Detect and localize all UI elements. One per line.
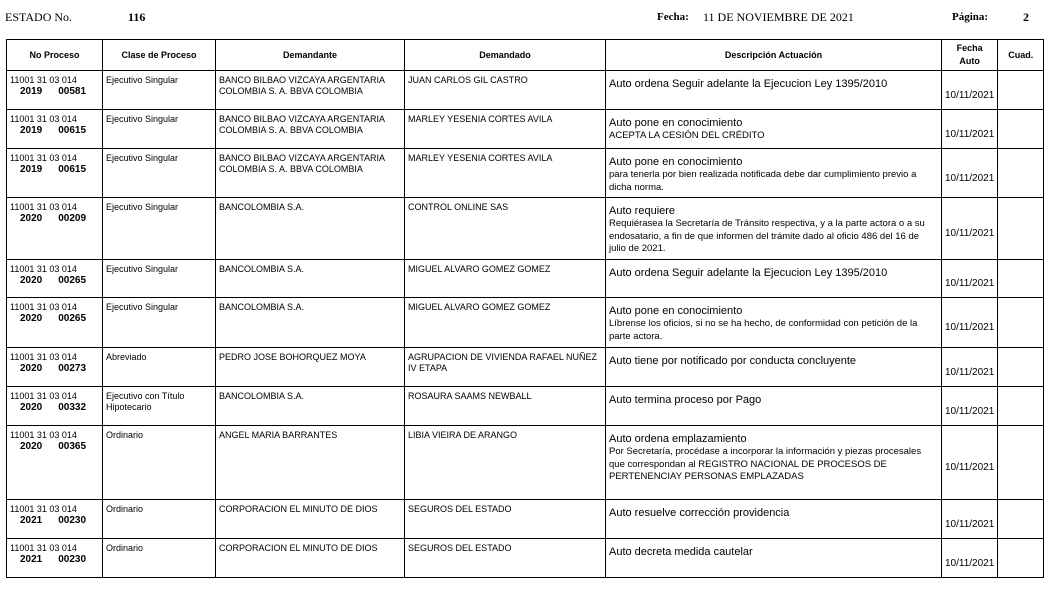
- cell-fecha-auto: 10/11/2021: [942, 298, 998, 348]
- proceso-code: 11001 31 03 014: [10, 202, 77, 212]
- col-header-descripcion: Descripción Actuación: [606, 40, 942, 71]
- cell-fecha-auto: 10/11/2021: [942, 348, 998, 387]
- cell-fecha-auto: 10/11/2021: [942, 71, 998, 110]
- actuacion-title: Auto requiere: [609, 205, 676, 217]
- fecha-value: 11 DE NOVIEMBRE DE 2021: [703, 10, 854, 24]
- proceso-year: 2019: [20, 86, 43, 97]
- proceso-code: 11001 31 03 014: [10, 302, 77, 312]
- cell-demandado: MARLEY YESENIA CORTES AVILA: [405, 149, 606, 198]
- col-header-fecha-auto: Fecha Auto: [942, 40, 998, 71]
- cell-demandante: BANCOLOMBIA S.A.: [216, 387, 405, 426]
- table-row: [7, 110, 1044, 149]
- proceso-year: 2020: [20, 363, 43, 374]
- actuacion-title: Auto ordena Seguir adelante la Ejecucion Ley 1395/2010: [609, 78, 888, 90]
- proceso-number: 00273: [58, 363, 87, 374]
- proceso-code: 11001 31 03 014: [10, 264, 77, 274]
- proceso-number: 00332: [58, 402, 87, 413]
- cell-descripcion: [606, 348, 942, 387]
- actuacion-title: Auto termina proceso por Pago: [609, 394, 762, 406]
- cell-cuad: [998, 260, 1044, 298]
- cell-clase: Ejecutivo con Título Hipotecario: [103, 387, 216, 426]
- cell-demandante: BANCO BILBAO VIZCAYA ARGENTARIA COLOMBIA S. A. BBVA COLOMBIA: [216, 149, 405, 198]
- cell-demandante: BANCOLOMBIA S.A.: [216, 260, 405, 298]
- cell-proceso: [7, 260, 103, 298]
- cell-cuad: [998, 110, 1044, 149]
- proceso-number: 00209: [58, 213, 87, 224]
- cell-clase: Abreviado: [103, 348, 216, 387]
- cell-demandante: CORPORACION EL MINUTO DE DIOS: [216, 500, 405, 539]
- cell-fecha-auto: 10/11/2021: [942, 260, 998, 298]
- proceso-code: 11001 31 03 014: [10, 543, 77, 553]
- cell-fecha-auto: 10/11/2021: [942, 426, 998, 500]
- actuacion-title: Auto pone en conocimiento: [609, 117, 743, 129]
- cell-cuad: [998, 348, 1044, 387]
- cell-descripcion: [606, 387, 942, 426]
- cell-cuad: [998, 426, 1044, 500]
- cell-fecha-auto: 10/11/2021: [942, 110, 998, 149]
- table-row: [7, 198, 1044, 260]
- cell-descripcion: [606, 198, 942, 260]
- actuacion-title: Auto ordena Seguir adelante la Ejecucion Ley 1395/2010: [609, 267, 888, 279]
- actuacion-title: Auto pone en conocimiento: [609, 156, 743, 168]
- cell-proceso: [7, 110, 103, 149]
- table-row: [7, 260, 1044, 298]
- proceso-year: 2021: [20, 554, 43, 565]
- cell-demandado: MIGUEL ALVARO GOMEZ GOMEZ: [405, 298, 606, 348]
- cell-demandante: BANCO BILBAO VIZCAYA ARGENTARIA COLOMBIA S. A. BBVA COLOMBIA: [216, 110, 405, 149]
- actuacion-detail: para tenerla por bien realizada notificada debe dar cumplimiento previo a dicha norma.: [609, 169, 917, 193]
- table-row: [7, 149, 1044, 198]
- pagina-label: Página:: [952, 11, 989, 23]
- cell-cuad: [998, 500, 1044, 539]
- actuacion-title: Auto pone en conocimiento: [609, 305, 743, 317]
- cell-demandado: MARLEY YESENIA CORTES AVILA: [405, 110, 606, 149]
- cell-demandado: AGRUPACION DE VIVIENDA RAFAEL NUÑEZ IV ETAPA: [405, 348, 606, 387]
- cell-demandado: SEGUROS DEL ESTADO: [405, 500, 606, 539]
- cell-descripcion: [606, 110, 942, 149]
- cell-clase: Ejecutivo Singular: [103, 260, 216, 298]
- cell-cuad: [998, 71, 1044, 110]
- cell-demandante: PEDRO JOSE BOHORQUEZ MOYA: [216, 348, 405, 387]
- table-row: [7, 348, 1044, 387]
- proceso-code: 11001 31 03 014: [10, 430, 77, 440]
- proceso-number: 00265: [58, 275, 87, 286]
- cell-proceso: [7, 500, 103, 539]
- proceso-number: 00365: [58, 441, 87, 452]
- cell-clase: Ejecutivo Singular: [103, 110, 216, 149]
- cell-descripcion: [606, 260, 942, 298]
- cell-proceso: [7, 426, 103, 500]
- proceso-year: 2020: [20, 275, 43, 286]
- table-header-row: [7, 40, 1044, 71]
- cell-clase: Ejecutivo Singular: [103, 71, 216, 110]
- cell-proceso: [7, 298, 103, 348]
- col-header-demandante: Demandante: [216, 40, 405, 71]
- actuacion-title: Auto tiene por notificado por conducta concluyente: [609, 355, 857, 367]
- fecha-label: Fecha:: [657, 11, 689, 23]
- actuacion-detail: Requiérasea la Secretaría de Tránsito respectiva, y a la parte actora o a su endosatario, a fin de que informen del trámite dado al oficio 486 del 16 de julio de 2021.: [609, 218, 925, 254]
- actuacion-title: Auto ordena emplazamiento: [609, 433, 747, 445]
- col-header-demandado: Demandado: [405, 40, 606, 71]
- cell-demandado: MIGUEL ALVARO GOMEZ GOMEZ: [405, 260, 606, 298]
- col-header-cuad: Cuad.: [998, 40, 1044, 71]
- proceso-year: 2020: [20, 213, 43, 224]
- cell-cuad: [998, 149, 1044, 198]
- cell-demandado: JUAN CARLOS GIL CASTRO: [405, 71, 606, 110]
- proceso-code: 11001 31 03 014: [10, 352, 77, 362]
- cell-demandante: ANGEL MARIA BARRANTES: [216, 426, 405, 500]
- cell-demandante: BANCOLOMBIA S.A.: [216, 198, 405, 260]
- cell-clase: Ordinario: [103, 426, 216, 500]
- estado-number: 116: [128, 10, 146, 24]
- cell-descripcion: [606, 539, 942, 578]
- cell-cuad: [998, 387, 1044, 426]
- cell-cuad: [998, 298, 1044, 348]
- cell-fecha-auto: 10/11/2021: [942, 198, 998, 260]
- cell-descripcion: [606, 71, 942, 110]
- cell-descripcion: [606, 500, 942, 539]
- cell-descripcion: [606, 426, 942, 500]
- table-row: [7, 500, 1044, 539]
- table-row: [7, 426, 1044, 500]
- proceso-number: 00230: [58, 515, 87, 526]
- cell-fecha-auto: 10/11/2021: [942, 539, 998, 578]
- cell-fecha-auto: 10/11/2021: [942, 500, 998, 539]
- cell-proceso: [7, 71, 103, 110]
- col-header-proceso: No Proceso: [7, 40, 103, 71]
- proceso-code: 11001 31 03 014: [10, 391, 77, 401]
- proceso-code: 11001 31 03 014: [10, 75, 77, 85]
- actuacion-detail: ACEPTA LA CESIÓN DEL CRÉDITO: [609, 130, 765, 141]
- proceso-code: 11001 31 03 014: [10, 114, 77, 124]
- proceso-code: 11001 31 03 014: [10, 153, 77, 163]
- cell-descripcion: [606, 149, 942, 198]
- actuacion-detail: Líbrense los oficios, si no se ha hecho, de conformidad con petición de la parte actora.: [609, 318, 918, 342]
- cell-proceso: [7, 348, 103, 387]
- proceso-year: 2019: [20, 164, 43, 175]
- cell-fecha-auto: 10/11/2021: [942, 149, 998, 198]
- pagina-value: 2: [1023, 10, 1029, 24]
- cell-clase: Ejecutivo Singular: [103, 198, 216, 260]
- cell-proceso: [7, 198, 103, 260]
- cell-demandado: LIBIA VIEIRA DE ARANGO: [405, 426, 606, 500]
- actuaciones-table: [6, 39, 1044, 578]
- proceso-year: 2020: [20, 441, 43, 452]
- cell-clase: Ordinario: [103, 539, 216, 578]
- actuacion-title: Auto decreta medida cautelar: [609, 546, 753, 558]
- cell-cuad: [998, 198, 1044, 260]
- cell-cuad: [998, 539, 1044, 578]
- col-header-clase: Clase de Proceso: [103, 40, 216, 71]
- proceso-number: 00615: [58, 125, 87, 136]
- proceso-year: 2020: [20, 402, 43, 413]
- cell-demandante: BANCOLOMBIA S.A.: [216, 298, 405, 348]
- table-row: [7, 539, 1044, 578]
- cell-demandante: BANCO BILBAO VIZCAYA ARGENTARIA COLOMBIA S. A. BBVA COLOMBIA: [216, 71, 405, 110]
- cell-proceso: [7, 387, 103, 426]
- cell-proceso: [7, 539, 103, 578]
- cell-demandado: CONTROL ONLINE SAS: [405, 198, 606, 260]
- proceso-number: 00265: [58, 313, 87, 324]
- estado-label: ESTADO No.: [5, 10, 73, 24]
- cell-clase: Ejecutivo Singular: [103, 149, 216, 198]
- actuacion-title: Auto resuelve corrección providencia: [609, 507, 790, 519]
- cell-demandado: ROSAURA SAAMS NEWBALL: [405, 387, 606, 426]
- actuacion-detail: Por Secretaría, procédase a incorporar la información y piezas procesales que correspondan al REGISTRO NACIONAL DE PROCESOS DE PERTENENCIAY PERSONAS EMPLAZADAS: [609, 446, 922, 482]
- proceso-number: 00581: [58, 86, 87, 97]
- cell-demandante: CORPORACION EL MINUTO DE DIOS: [216, 539, 405, 578]
- cell-demandado: SEGUROS DEL ESTADO: [405, 539, 606, 578]
- table-row: [7, 387, 1044, 426]
- proceso-year: 2020: [20, 313, 43, 324]
- cell-descripcion: [606, 298, 942, 348]
- proceso-number: 00615: [58, 164, 87, 175]
- proceso-number: 00230: [58, 554, 87, 565]
- cell-clase: Ejecutivo Singular: [103, 298, 216, 348]
- proceso-year: 2021: [20, 515, 43, 526]
- cell-proceso: [7, 149, 103, 198]
- cell-clase: Ordinario: [103, 500, 216, 539]
- table-row: [7, 71, 1044, 110]
- proceso-year: 2019: [20, 125, 43, 136]
- proceso-code: 11001 31 03 014: [10, 504, 77, 514]
- cell-fecha-auto: 10/11/2021: [942, 387, 998, 426]
- table-row: [7, 298, 1044, 348]
